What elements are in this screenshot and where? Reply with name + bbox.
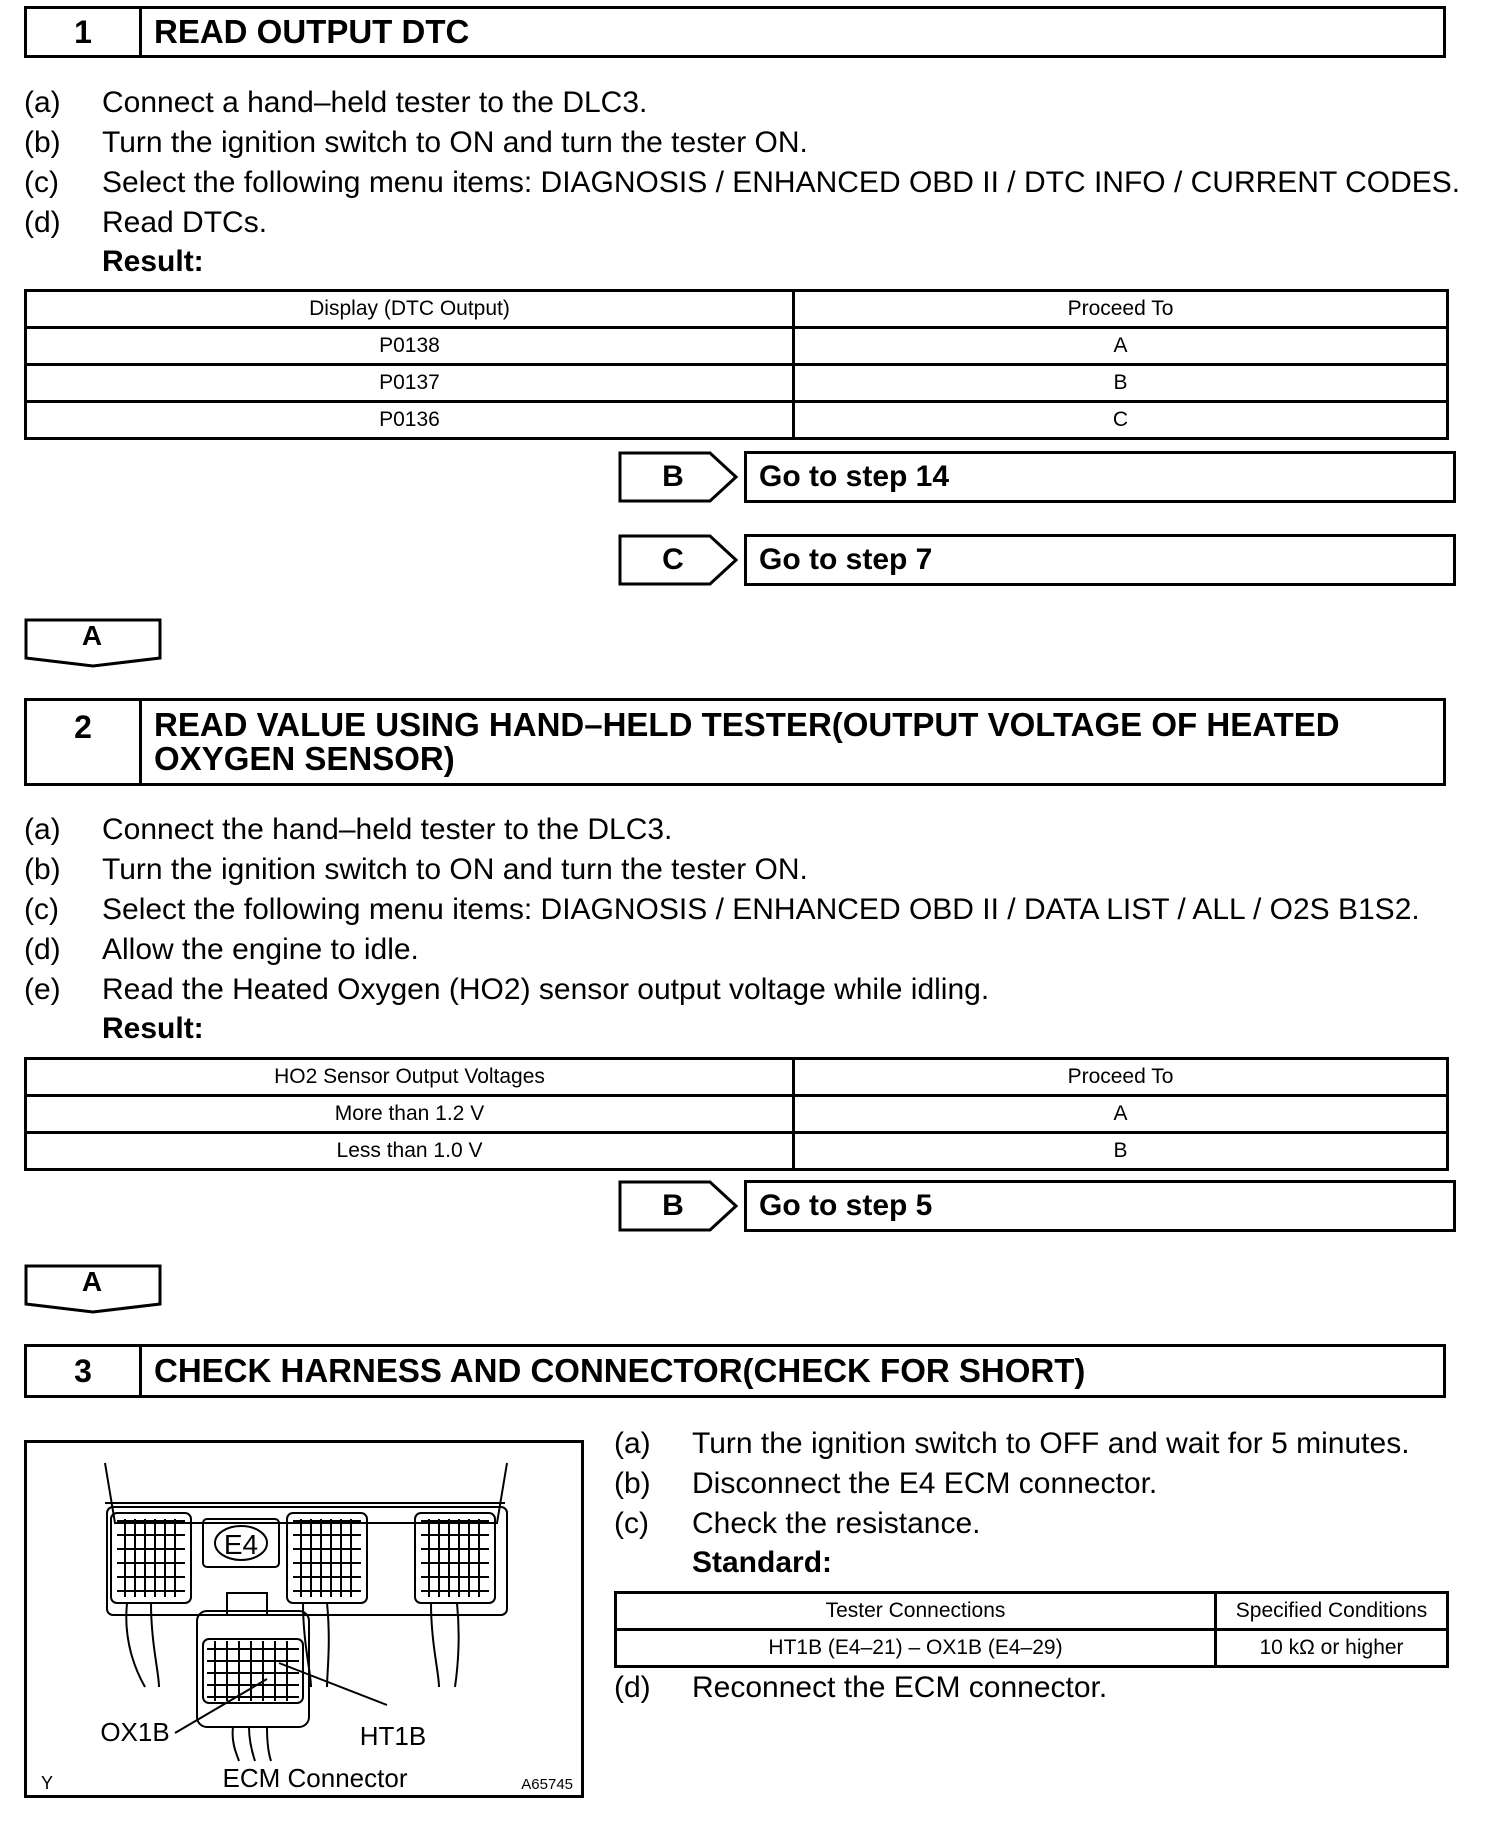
step-2-header xyxy=(24,698,1446,786)
table-row: Less than 1.0 V B xyxy=(26,1133,1448,1170)
goto-step-link[interactable]: Go to step 7 xyxy=(744,534,1456,586)
instruction-row: (c) Check the resistance. xyxy=(614,1507,981,1540)
ht1b-label: HT1B xyxy=(359,1721,427,1751)
table-row: P0136 C xyxy=(26,402,1448,439)
step-3-instructions xyxy=(614,1424,1410,1544)
step-number: 2 xyxy=(27,701,142,783)
goto-branch-c: C Go to step 7 xyxy=(618,534,1456,586)
table-row: HT1B (E4–21) – OX1B (E4–29) 10 kΩ or higher xyxy=(616,1630,1448,1667)
instruction-row: (d) Reconnect the ECM connector. xyxy=(614,1671,1108,1704)
corner-code: Y xyxy=(41,1773,54,1793)
continue-arrow-a: A xyxy=(24,1264,162,1314)
figure-id: A65745 xyxy=(521,1776,573,1793)
instruction-row: (b) Turn the ignition switch to ON and turn the tester ON. xyxy=(24,853,808,886)
goto-step-link[interactable]: Go to step 5 xyxy=(744,1180,1456,1232)
table-row: P0137 B xyxy=(26,365,1448,402)
step-title: READ OUTPUT DTC xyxy=(154,13,470,50)
step-2-instructions xyxy=(24,810,1420,1010)
step-1-instructions xyxy=(24,83,1460,243)
step-1-header xyxy=(24,6,1446,58)
instruction-row: (d) Allow the engine to idle. xyxy=(24,933,419,966)
instruction-row: (e) Read the Heated Oxygen (HO2) sensor output voltage while idling. xyxy=(24,973,990,1006)
instruction-row: (d) Read DTCs. xyxy=(24,206,268,239)
instruction-row: (c) Select the following menu items: DIAGNOSIS / ENHANCED OBD II / DTC INFO / CURRENT CODES. xyxy=(24,166,1461,199)
dtc-result-table xyxy=(24,289,1449,440)
instruction-row: (a) Turn the ignition switch to OFF and wait for 5 minutes. xyxy=(614,1427,1410,1460)
step-3-header xyxy=(24,1344,1446,1398)
table-header-row: HO2 Sensor Output Voltages Proceed To xyxy=(26,1059,1448,1096)
instruction-row: (a) Connect a hand–held tester to the DLC3. xyxy=(24,86,648,119)
ho2-result-table xyxy=(24,1057,1449,1171)
goto-branch-b: B Go to step 5 xyxy=(618,1180,1456,1232)
table-header-row: Display (DTC Output) Proceed To xyxy=(26,291,1448,328)
step-number: 1 xyxy=(27,9,142,55)
table-header-row: Tester Connections Specified Conditions xyxy=(616,1593,1448,1630)
step-title: CHECK HARNESS AND CONNECTOR(CHECK FOR SHORT) xyxy=(154,1352,1086,1389)
instruction-row: (b) Turn the ignition switch to ON and turn the tester ON. xyxy=(24,126,808,159)
ox1b-label: OX1B xyxy=(100,1717,170,1747)
ecm-connector-diagram xyxy=(27,1443,581,1795)
ecm-connector-figure xyxy=(24,1440,584,1798)
figure-caption: ECM Connector xyxy=(222,1763,408,1793)
step-3-after-instruction xyxy=(614,1668,1107,1708)
step-title: READ VALUE USING HAND–HELD TESTER(OUTPUT VOLTAGE OF HEATED OXYGEN SENSOR) xyxy=(154,706,1340,777)
instruction-row: (c) Select the following menu items: DIAGNOSIS / ENHANCED OBD II / DATA LIST / ALL / O2S B1S2. xyxy=(24,893,1420,926)
instruction-row: (b) Disconnect the E4 ECM connector. xyxy=(614,1467,1158,1500)
connector-id-label: E4 xyxy=(223,1529,259,1560)
table-row: P0138 A xyxy=(26,328,1448,365)
goto-step-link[interactable]: Go to step 14 xyxy=(744,451,1456,503)
goto-branch-b: B Go to step 14 xyxy=(618,451,1456,503)
resistance-standard-table xyxy=(614,1591,1449,1668)
table-row: More than 1.2 V A xyxy=(26,1096,1448,1133)
step-number: 3 xyxy=(27,1347,142,1395)
result-label: Result: xyxy=(102,245,204,278)
result-label: Result: xyxy=(102,1012,204,1045)
continue-arrow-a: A xyxy=(24,618,162,668)
instruction-row: (a) Connect the hand–held tester to the DLC3. xyxy=(24,813,673,846)
standard-label: Standard: xyxy=(692,1546,833,1579)
